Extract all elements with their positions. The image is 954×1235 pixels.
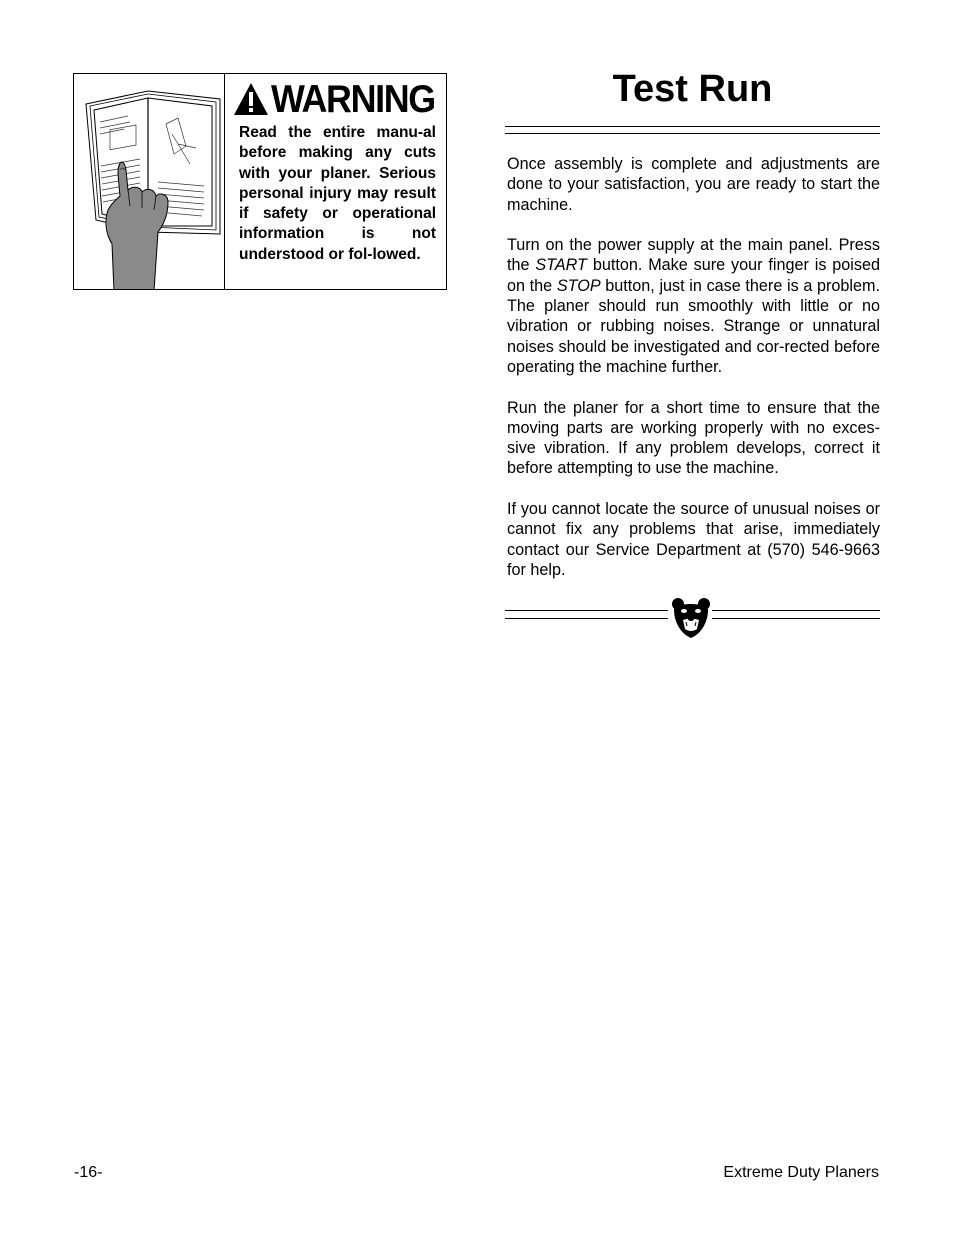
read-manual-illustration (74, 74, 225, 289)
stop-button-term: STOP (556, 276, 601, 295)
paragraph-service-contact: If you cannot locate the source of unusual noises or cannot fix any problems that arise, immediately contact our Service Department at (570) 546-9663 for help. (507, 500, 880, 579)
warning-box (73, 73, 447, 290)
warning-message: Read the entire manu-al before making any cuts with your planer. Serious personal injury may result if safety or operational information is not understood or fol-lowed. (239, 124, 436, 263)
hazard-triangle-icon (233, 82, 269, 116)
page-title: Test Run (612, 68, 773, 110)
end-divider-left (505, 610, 668, 619)
paragraph-intro: Once assembly is complete and adjustments are done to your satisfaction, you are ready to start the machine. (507, 155, 880, 214)
end-divider-right (712, 610, 880, 619)
start-button-term: START (535, 256, 587, 275)
title-divider (505, 126, 880, 134)
paragraph-startup: Turn on the power supply at the main panel. Press the START button. Make sure your finger is poised on the STOP button, just in case there is a problem. The planer should run smoothly with little or no vibration or rubbing noises. Strange or unnatural noises should be investigated and cor-rected before operating the machine further. (507, 236, 880, 376)
bear-logo-icon (671, 596, 711, 640)
warning-title: WARNING (271, 77, 435, 121)
paragraph-run-check: Run the planer for a short time to ensure that the moving parts are working properly with no exces-sive vibration. If any problem develops, correct it before attempting to use the machine. (507, 398, 880, 478)
body-text (507, 154, 880, 601)
page-number: -16- (74, 1164, 103, 1181)
manual-title: Extreme Duty Planers (723, 1164, 879, 1181)
